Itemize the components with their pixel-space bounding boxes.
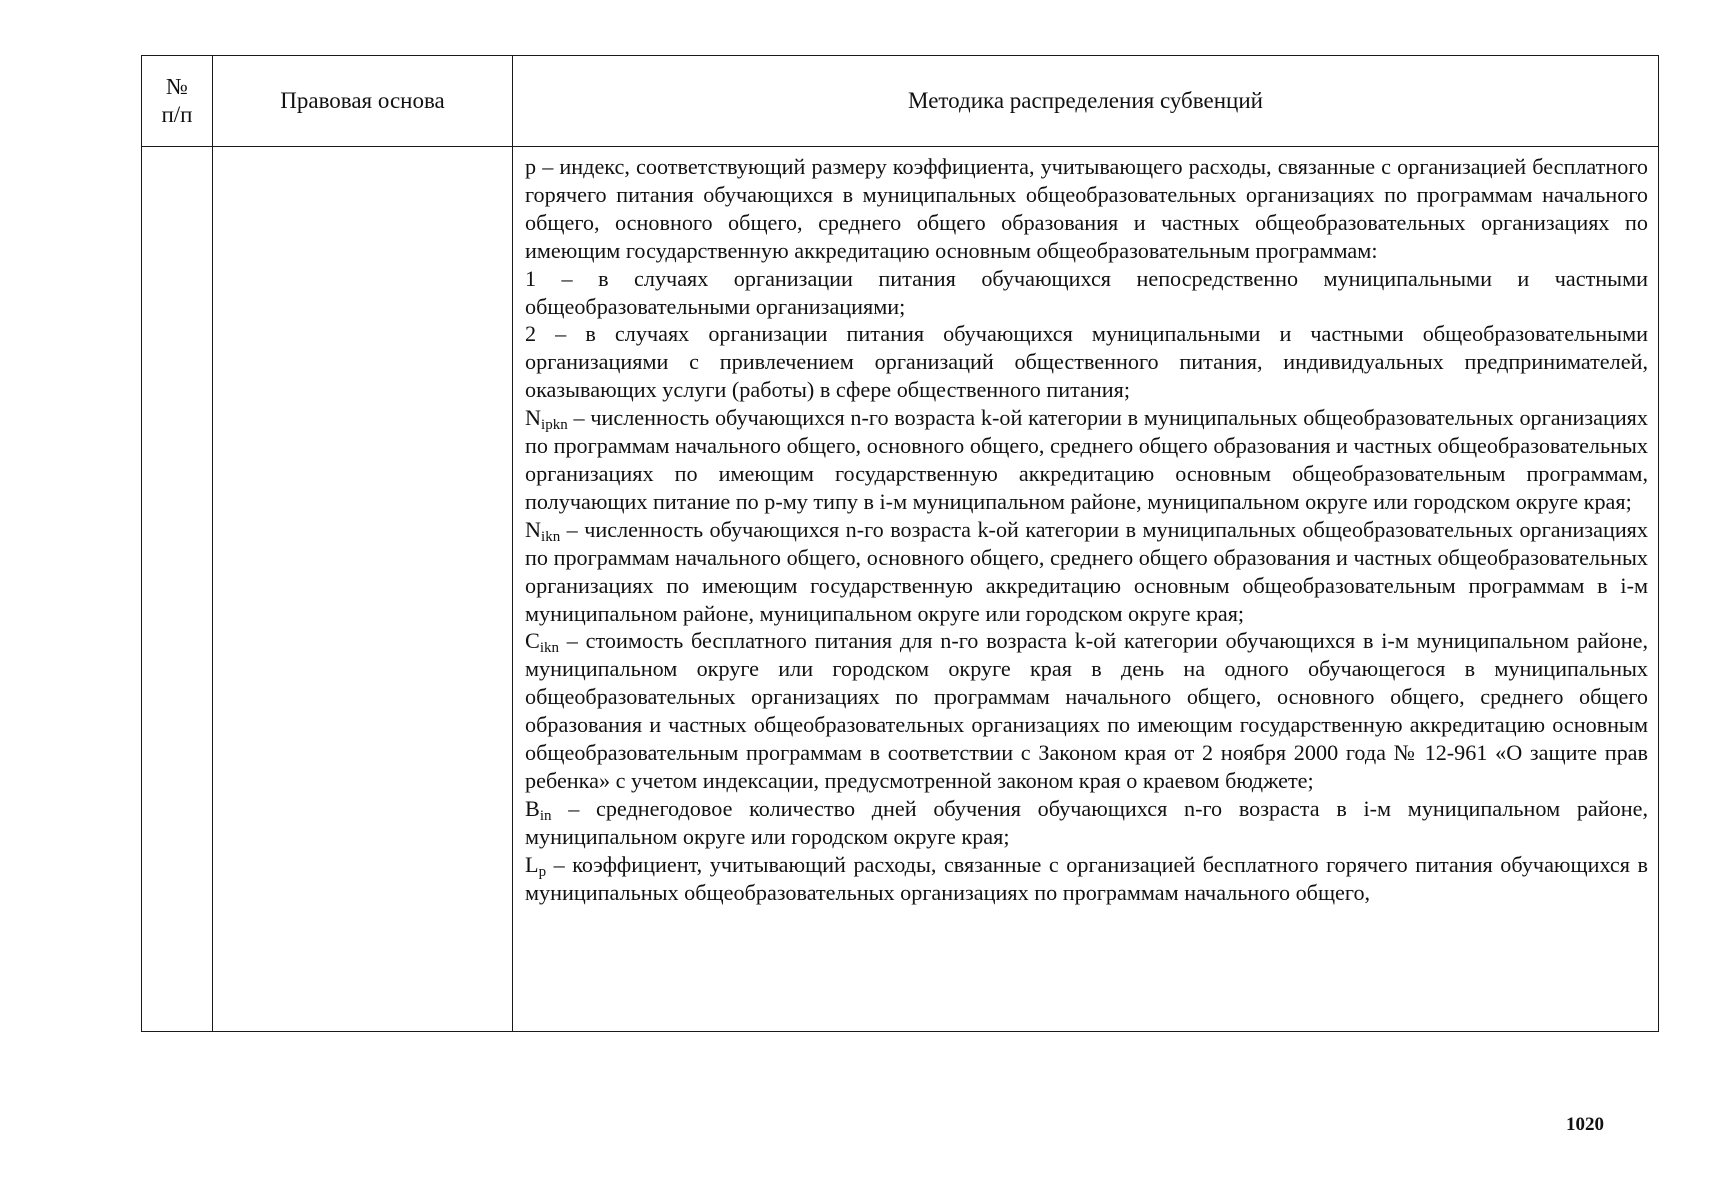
term-subscript: ipkn: [541, 417, 568, 434]
header-row: [142, 56, 1659, 147]
paragraph-text: 2 – в случаях организации питания обучающихся муниципальными и частными общеобразовательными организациями с привлечением организаций общественного питания, индивидуальных предпринимателей, оказывающих услуги (работы) в сфере общественного питания;: [525, 321, 1648, 403]
method-paragraph: [525, 404, 1648, 516]
header-number-abbrev: п/п: [161, 102, 193, 127]
paragraph-text: – численность обучающихся n-го возраста k-ой категории в муниципальных общеобразовательных организациях по программам начального общего, основного общего, среднего общего образования и частных общеобразовательных организациях по имеющим государственную аккредитацию основным общеобразовательным программам, получающих питание по p-му типу в i-м муниципальном районе, муниципальном округе или городском округе края;: [525, 405, 1648, 514]
header-legal-basis: Правовая основа: [213, 56, 513, 147]
paragraph-text: p – индекс, соответствующий размеру коэффициента, учитывающего расходы, связанные с организацией бесплатного горячего питания обучающихся в муниципальных общеобразовательных организациях по программам начального общего, основного общего, среднего общего образования и частных общеобразовательных организациях по имеющим государственную аккредитацию основным общеобразовательным программам:: [525, 154, 1648, 263]
header-number-symbol: №: [166, 74, 188, 99]
method-paragraph: [525, 851, 1648, 907]
header-number: [142, 56, 213, 147]
term-symbol: B: [525, 795, 540, 821]
page-number: 1020: [1566, 1114, 1604, 1135]
paragraph-text: 1 – в случаях организации питания обучающихся непосредственно муниципальными и частными общеобразовательными организациями;: [525, 265, 1648, 319]
paragraph-text: – численность обучающихся n-го возраста k-ой категории в муниципальных общеобразовательных организациях по программам начального общего, основного общего, среднего общего образования и частных общеобразовательных организациях по имеющим государственную аккредитацию основным общеобразовательным программам в i-м муниципальном районе, муниципальном округе или городском округе края;: [525, 516, 1648, 626]
term-symbol: N: [525, 405, 542, 431]
term-subscript: ikn: [541, 528, 561, 545]
paragraph-text: – среднегодовое количество дней обучения обучающихся n-го возраста в i-м муниципальном районе, муниципальном округе или городском округе края;: [525, 795, 1648, 849]
methodology-table: [141, 55, 1659, 1032]
term-symbol: L: [525, 851, 539, 877]
paragraph-text: – коэффициент, учитывающий расходы, связанные с организацией бесплатного горячего питания обучающихся в муниципальных общеобразовательных организациях по программам начального общего,: [525, 851, 1648, 905]
term-symbol: C: [525, 628, 540, 654]
term-subscript: ikn: [539, 640, 559, 657]
cell-number: [142, 147, 213, 1032]
term-subscript: p: [538, 863, 547, 880]
term-symbol: N: [525, 516, 542, 542]
method-paragraph: [525, 320, 1648, 404]
cell-legal-basis: [213, 147, 513, 1032]
header-methodology: Методика распределения субвенций: [513, 56, 1659, 147]
table-row: [142, 147, 1659, 1032]
method-paragraph: [525, 795, 1648, 851]
term-subscript: in: [539, 807, 552, 824]
method-paragraph: [525, 153, 1648, 265]
method-paragraph: [525, 627, 1648, 794]
method-paragraph: [525, 516, 1648, 628]
method-paragraph: [525, 265, 1648, 321]
paragraph-text: – стоимость бесплатного питания для n-го возраста k-ой категории обучающихся в i-м муниципальном районе, муниципальном округе или городском округе края в день на одного обучающегося в муниципальных общеобразовательных организациях по программам начального общего, основного общего, среднего общего образования и частных общеобразовательных организациях по имеющим государственную аккредитацию основным общеобразовательным программам в соответствии с Законом края от 2 ноября 2000 года № 12-961 «О защите прав ребенка» с учетом индексации, предусмотренной законом края о краевом бюджете;: [525, 628, 1648, 793]
cell-methodology: [513, 147, 1659, 1032]
